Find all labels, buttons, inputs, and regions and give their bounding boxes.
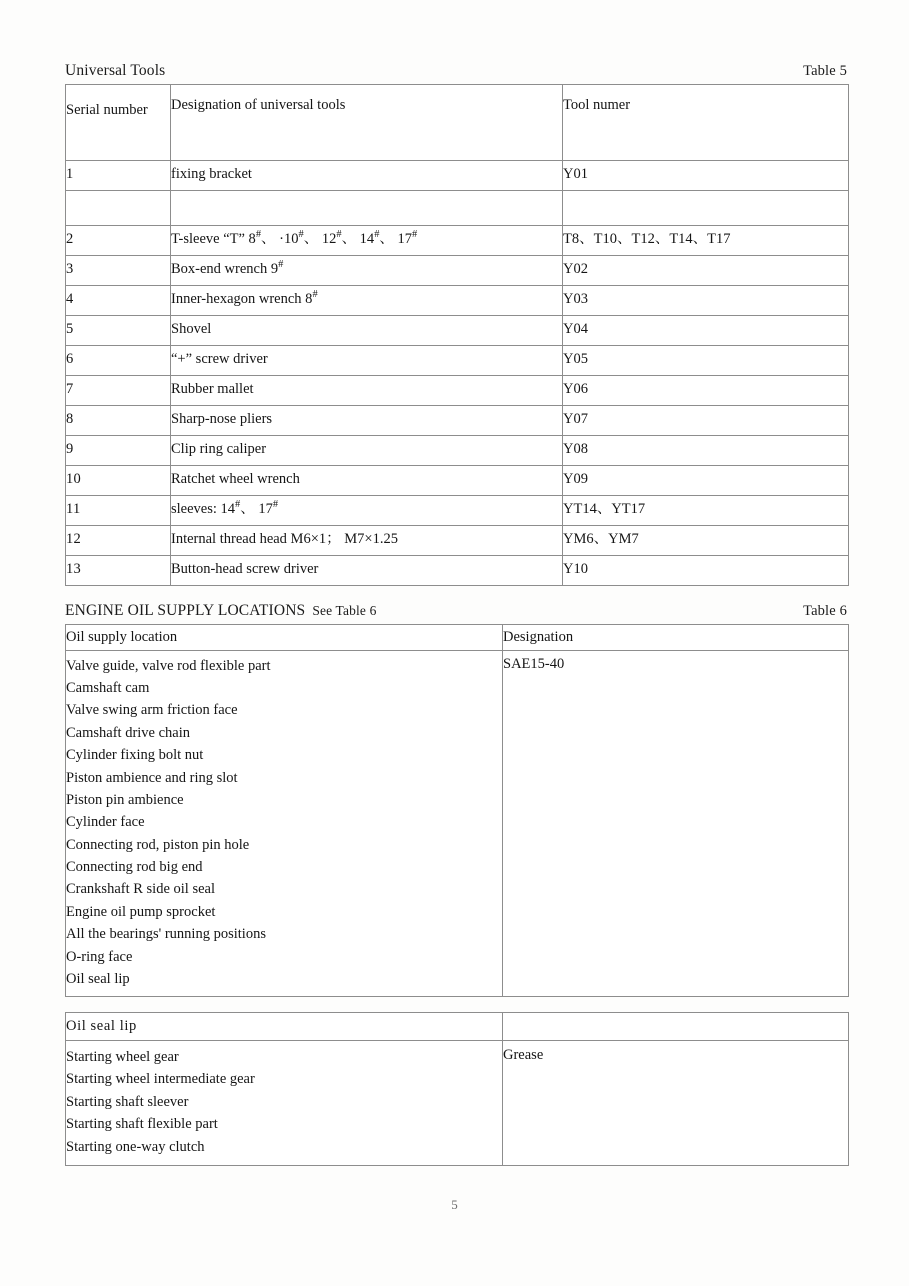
cell-designation: Clip ring caliper	[171, 436, 563, 466]
table-row	[66, 226, 849, 256]
table-row	[66, 526, 849, 556]
size-hash-marker: #	[235, 499, 241, 511]
cell-tool-number: Y06	[563, 376, 849, 406]
table-row	[66, 436, 849, 466]
table5-title: Universal Tools	[65, 62, 166, 79]
cell-designation: Box-end wrench 9#	[171, 256, 563, 286]
oil-supply-location-item: Valve guide, valve rod flexible part	[66, 657, 271, 674]
table6-section	[65, 602, 848, 997]
oil-supply-location-item: Cylinder face	[66, 814, 145, 831]
cell-serial-number: 1	[66, 161, 171, 191]
header-designation: Designation of universal tools	[171, 85, 563, 161]
cell-tool-number: Y03	[563, 286, 849, 316]
table-row	[66, 316, 849, 346]
oil-supply-location-item: Oil seal lip	[66, 971, 130, 988]
table6-title: ENGINE OIL SUPPLY LOCATIONS	[65, 602, 306, 619]
table-row	[66, 161, 849, 191]
table6-caption	[65, 602, 848, 620]
cell-serial-number: 11	[66, 496, 171, 526]
oil-supply-location-item: Camshaft drive chain	[66, 724, 191, 741]
header-tool-number: Tool numer	[563, 85, 849, 161]
table6-header-row	[66, 625, 849, 651]
table-row	[66, 496, 849, 526]
oil-supply-location-item: Camshaft cam	[66, 679, 150, 696]
page-number: 5	[451, 1197, 458, 1212]
table6-caption-left-group	[65, 602, 377, 620]
size-hash-marker: #	[278, 259, 284, 271]
cell-serial-number: 13	[66, 556, 171, 586]
table7-body	[66, 1013, 849, 1166]
cell-tool-number: Y05	[563, 346, 849, 376]
blank-cell-tool	[563, 191, 849, 226]
cell-designation: Shovel	[171, 316, 563, 346]
oil-supply-location-item: Connecting rod big end	[66, 859, 203, 876]
cell-tool-number: YM6、YM7	[563, 526, 849, 556]
grease-location-item: Starting shaft flexible part	[66, 1116, 218, 1133]
header-serial-line1: Serial	[66, 102, 100, 118]
cell-serial-number: 4	[66, 286, 171, 316]
cell-tool-number: T8、T10、T12、T14、T17	[563, 226, 849, 256]
table5-caption-left-group	[65, 62, 165, 80]
table6-label: Table 6	[803, 603, 847, 619]
header-grease-designation	[503, 1013, 849, 1041]
cell-designation: fixing bracket	[171, 161, 563, 191]
oil-supply-locations-table	[65, 624, 849, 997]
oil-supply-location-item: Cylinder fixing bolt nut	[66, 747, 204, 764]
table5-caption	[65, 62, 848, 80]
cell-serial-number: 7	[66, 376, 171, 406]
blank-cell-sn	[66, 191, 171, 226]
header-designation: Designation	[503, 625, 849, 651]
header-serial-number	[66, 85, 171, 161]
table5-body	[66, 85, 849, 586]
cell-serial-number: 2	[66, 226, 171, 256]
cell-tool-number: Y04	[563, 316, 849, 346]
header-oil-seal-lip: Oil seal lip	[66, 1013, 503, 1041]
oil-supply-location-item: O-ring face	[66, 948, 133, 965]
cell-designation: Sharp-nose pliers	[171, 406, 563, 436]
oil-supply-location-list	[66, 650, 503, 997]
size-hash-marker: #	[272, 499, 279, 511]
oil-supply-location-item: Connecting rod, piston pin hole	[66, 836, 250, 853]
oil-supply-location-item: Piston pin ambience	[66, 791, 184, 808]
cell-serial-number: 10	[66, 466, 171, 496]
page-content	[65, 62, 848, 1166]
cell-designation: T-sleeve “T” 8#、 ·10#、 12#、 14#、 17#	[171, 226, 563, 256]
cell-tool-number: YT14、YT17	[563, 496, 849, 526]
cell-designation: Rubber mallet	[171, 376, 563, 406]
cell-tool-number: Y07	[563, 406, 849, 436]
size-hash-marker: #	[298, 229, 304, 241]
cell-tool-number: Y08	[563, 436, 849, 466]
cell-designation: Internal thread head M6×1； M7×1.25	[171, 526, 563, 556]
table5-header-row	[66, 85, 849, 161]
size-hash-marker: #	[255, 229, 262, 241]
table-row	[66, 466, 849, 496]
cell-serial-number: 5	[66, 316, 171, 346]
grease-location-item: Starting wheel gear	[66, 1048, 179, 1065]
cell-serial-number: 9	[66, 436, 171, 466]
cell-serial-number: 3	[66, 256, 171, 286]
oil-supply-location-item: Crankshaft R side oil seal	[66, 881, 216, 898]
table6-see-note: See Table 6	[312, 603, 377, 618]
cell-designation: Inner-hexagon wrench 8#	[171, 286, 563, 316]
size-hash-marker: #	[412, 229, 418, 241]
cell-tool-number: Y01	[563, 161, 849, 191]
blank-cell-desc	[171, 191, 563, 226]
oil-supply-location-item: Engine oil pump sprocket	[66, 903, 216, 920]
cell-serial-number: 12	[66, 526, 171, 556]
table-row	[66, 376, 849, 406]
header-oil-supply-location: Oil supply location	[66, 625, 503, 651]
table-row-blank	[66, 191, 849, 226]
oil-supply-location-item: Piston ambience and ring slot	[66, 769, 238, 786]
table6-body	[66, 625, 849, 997]
table-row	[66, 406, 849, 436]
table7-content-row	[66, 1040, 849, 1165]
cell-designation: Ratchet wheel wrench	[171, 466, 563, 496]
grease-designation-value: Grease	[503, 1040, 849, 1165]
table7-header-row	[66, 1013, 849, 1041]
cell-serial-number: 6	[66, 346, 171, 376]
cell-designation: “+” screw driver	[171, 346, 563, 376]
grease-supply-table	[65, 1012, 849, 1166]
grease-location-list	[66, 1040, 503, 1165]
oil-supply-location-item: Valve swing arm friction face	[66, 702, 238, 719]
header-serial-line2: number	[103, 102, 148, 118]
oil-supply-location-item: All the bearings' running positions	[66, 926, 266, 943]
table-row	[66, 286, 849, 316]
size-hash-marker: #	[336, 229, 342, 241]
table5-label: Table 5	[803, 63, 847, 79]
cell-designation: sleeves: 14#、 17#	[171, 496, 563, 526]
oil-designation-value: SAE15-40	[503, 650, 849, 997]
size-hash-marker: #	[374, 229, 380, 241]
grease-location-item: Starting one-way clutch	[66, 1138, 205, 1155]
table7-section	[65, 1012, 848, 1166]
size-hash-marker: #	[312, 289, 318, 301]
universal-tools-table	[65, 84, 849, 586]
table6-content-row	[66, 650, 849, 997]
grease-location-item: Starting wheel intermediate gear	[66, 1071, 255, 1088]
cell-designation: Button-head screw driver	[171, 556, 563, 586]
table-row	[66, 256, 849, 286]
cell-tool-number: Y02	[563, 256, 849, 286]
cell-serial-number: 8	[66, 406, 171, 436]
cell-tool-number: Y10	[563, 556, 849, 586]
grease-location-item: Starting shaft sleever	[66, 1093, 189, 1110]
cell-tool-number: Y09	[563, 466, 849, 496]
table-row	[66, 556, 849, 586]
table-row	[66, 346, 849, 376]
